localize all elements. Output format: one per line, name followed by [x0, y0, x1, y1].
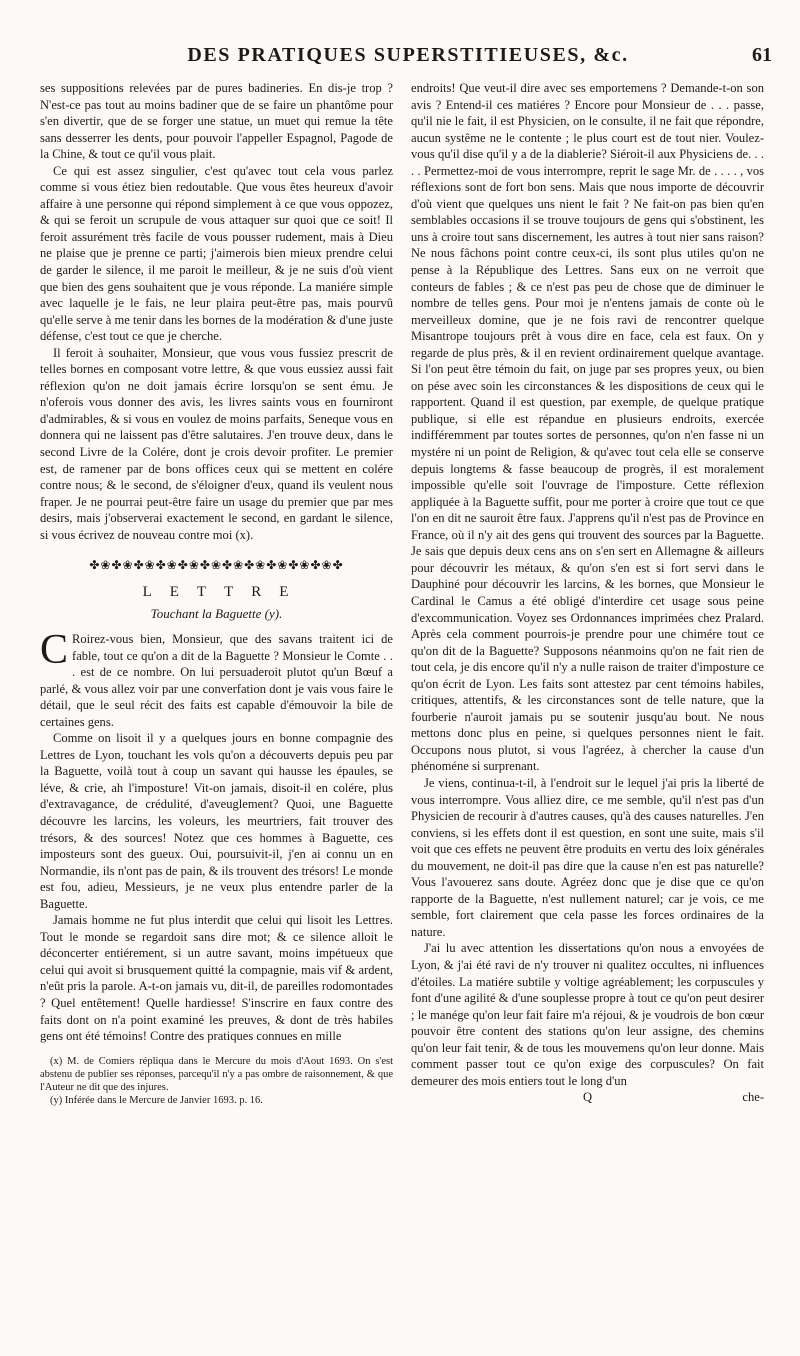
page-footer-line — [411, 1089, 764, 1106]
paragraph — [40, 626, 393, 730]
paragraph: Je viens, continua-t-il, à l'endroit sur le lequel j'ai pris la liberté de vous interrompre. Vous alliez dire, ce me semble, qu'il n'est pas d'un Physicien de recourir à d'autres causes, qu'à des causes naturelles. J'en conviens, si les effets dont il est question, en sont une suite, mais s'il voit que ces effets ne peuvent être produits en vertu des loix générales du mouvement, ne doit-il pas dire que la cause n'en est pas naturelle? Vous l'avouerez sans doute. Agréez donc que je dise que ce qu'on rapporte de la Baguette, n'est nullement naturel; car je vois, ce me semble, fort clairement que cela passe les forces ordinaires de la nature. — [411, 775, 764, 939]
footnote: (x) M. de Comiers répliqua dans le Mercure du mois d'Aout 1693. On s'est abstenu de publier ses réponses, parcequ'il n'y a pas ombre de raisonnement, & que l'Auteur ne dit que des injures. — [40, 1055, 393, 1093]
paragraph: Il feroit à souhaiter, Monsieur, que vous vous fussiez prescrit de telles bornes en composant votre lettre, & que vous eussiez aussi fait réflexion qu'on ne doit jamais écrire lorsqu'on se sent ému. Je n'oferois vous donner des avis, les livres saints vous en fourniront d'admirables, & si vous en voulez de moins parfaits, Seneque vous en donnera qui ne laissent pas d'être salutaires. J'en trouve deux, dans le second Livre de la Colére, dont je crois devoir profiter. Le premier est, de ramener par de bons offices ceux qui se mettent en colére contre nous; & le second, de s'éloigner d'eux, quand ils veulent nous fraper. Je ne pourrai peut-être faire un usage du premier que par mes desirs, mais j'observerai exactement le second, en gardant le silence, si vous écrivez de nouveau contre moi (x). — [40, 345, 393, 542]
paragraph-text: Roirez-vous bien, Monsieur, que des savans traitent ici de fable, tout ce qu'on a dit de la Baguette ? Monsieur le Comte . . . est de ce nombre. On lui persuaderoit plutot qu'un Bœuf a parlé, & vous allez voir par une converfation dont je vais vous faire le détail, que le seul récit des faits est capable d'émouvoir la bile de certaines gens. — [40, 631, 393, 729]
left-column — [40, 80, 393, 1107]
running-title: DES PRATIQUES SUPERSTITIEUSES, &c. — [187, 44, 629, 66]
section-heading: LETTRE — [142, 583, 307, 600]
footnote: (y) Inférée dans le Mercure de Janvier 1693. p. 16. — [50, 1094, 263, 1106]
page-number: 61 — [752, 44, 772, 66]
catchword: che- — [742, 1090, 764, 1105]
paragraph: endroits! Que veut-il dire avec ses emportemens ? Demande-t-on son avis ? Entend-il ces matiéres ? Encore pour Monsieur de . . . passe, qu'il nie le fait, il est Physicien, on le consulte, il ne fait que répondre, aucun systême ne le contente ; le plus court est de tout nier. Voulez-vous qu'il dise qu'il y a de la diablerie? Siéroit-il aux Physiciens de. . . . . Permettez-moi de vous interrompre, reprit le sage Mr. de . . . . , vos réflexions sont de fort bon sens. Mais que nous importe de découvrir d'où vient que quelques uns nient le fait ? Ne fait-on pas bien qu'en semblables occasions il se trouve toujours de gens qui s'obstinent, les uns à croire tout sans discernement, les autres à tout nier sans raison? Ne nous fâchons point contre ceux-ci, ils sont plus utiles qu'on ne pense à la République des Lettres. Sans eux on ne verroit que conteurs de fables ; & ce n'est pas peu de chose que de diminuer le nombre de telles gens. Pour moi je n'entens jamais de conte où le merveilleux domine, que je ne fois ravi de rencontrer quelque Misantrope toujours prêt à vous dire en face, cela est faux. On y regarde de plus près, & il en revient ordinairement quelque avantage. Si l'on peut être témoin du fait, on juge par ses propres yeux, ou bien on pése avec soin les circonstances & les dispositions de ceux qui le rapportent. Quand il est question, par exemple, de quelque pratique publique, si elle est répandue en plusieurs endroits, exercée indifféremment par toutes sortes de personnes, qu'on n'en fasse ni un mystére ni un point de Religion, & qu'avec tout cela elle se conserve depuis longtems & fasse beaucoup de progrès, il est moralement impossible qu'elle soit l'ouvrage de l'imposture. Cette réflexion appliquée à la Baguette suffit, pour me porter à croire que tout ce que l'on en dit ne sauroit être faux. J'apprens qu'il n'est pas de Province en France, où il n'y ait des gens qui trouvent des sources par la Baguette. Je sais que depuis deux cens ans on s'en sert en Allemagne & ailleurs pour découvrir les métaux, & qu'on s'en est si fort servi dans le Dauphiné pour découvrir les larcins, & les bornes, que Monsieur le Cardinal le Camus a été obligé d'interdire cet usage sous peine d'excommunication. Voyez ses Ordonnances imprimées chez Pralard. Après cela comment pourrois-je prendre pour une chimére tout ce qu'on dit de la Baguette? Supposons néanmoins qu'on ne fait rien de tout cela, je dis encore qu'il n'y a nulle raison de traiter d'imposture ce qu'on écrit de Lyon. Les faits sont attestez par cent témoins habiles, critiques, attentifs, & les circonstances sont de telle nature, que la fourberie n'auroit jamais pu se soutenir jusqu'au bout. Ne nous mettons donc plus en peine, si quelques personnes nient le fait. Occupons nous plutot, si vous l'agréez, à chercher la cause d'un phénoméne si surprenant. — [411, 81, 764, 774]
paragraph: Jamais homme ne fut plus interdit que celui qui lisoit les Lettres. Tout le monde se regardoit sans dire mot; & ce silence alloit le déconcerter entiérement, si un autre savant, moins impétueux que celui qui avoit si brusquement quitté la compagnie, mais vif & ardent, n'eût pris la parole. A-t-on jamais vu, dit-il, de pareilles rodomontades ? Quel entêtement! Quelle hardiesse! S'inscrire en faux contre des faits dont on n'a point examiné les preuves, & dont de très habiles gens ont été témoins! Contre des pratiques connues en mille — [40, 913, 393, 1044]
footnotes — [40, 1055, 393, 1107]
ornament-band: ✤❀✤❀✤❀✤❀✤❀✤❀✤❀✤❀✤❀✤❀✤❀✤ — [89, 558, 344, 573]
paragraph: Comme on lisoit il y a quelques jours en bonne compagnie des Lettres de Lyon, touchant les vols qu'on a découverts depuis peu par la Baguette, voilà tout à coup un savant qui hausse les épaules, se léve, & crie, ah l'imposture! Vit-on jamais, disoit-il en colére, plus d'extravagance, de crédulité, d'aveuglement? Quoi, une Baguette découvre les larcins, les voleurs, les meurtriers, fait trouver des trésors, & des sources! Notez que ces hommes à Baguette, ces imposteurs sont des gueux. Oui, poursuivit-il, j'en ai connu un en Normandie, ils n'ont pas de pain, & ils trouvent des trésors! Le monde est fou, adieu, Messieurs, je ne veux plus entendre parler de la Baguette. — [40, 731, 393, 911]
right-column — [411, 80, 764, 1106]
paragraph: ses suppositions relevées par de pures badineries. En dis-je trop ? N'est-ce pas tout au moins badiner que de se faire un phantôme pour s'en divertir, que de se forger une statue, un muet qui remue la tête sans desserrer les dents, pour pouvoir l'appeller Espagnol, Pagode de la Chine, & tout ce qu'il vous plait. — [40, 81, 393, 162]
paragraph: Ce qui est assez singulier, c'est qu'avec tout cela vous parlez comme si vous étiez bien redoutable. Que vous êtes heureux d'avoir affaire à une personne qui répond simplement à ce que vous oppozez, & qui se feroit un scrupule de vous attaquer sur quoi que ce soit! Il feroit assurément très facile de vous pousser rudement, mais à Dieu ne plaise que je prenne ce parti; j'aimerois bien mieux prendre celui de garder le silence, il me paroit le meilleur, & je ne suis d'où vient que bien des gens souhaitent que je vous réponde. La maniére simple avec laquelle je le fais, ne leur plaira peut-être pas, mais pourvû qu'elle serve à me tenir dans les bornes de la modération & d'une juste défense, c'est tout ce que je cherche. — [40, 163, 393, 344]
signature-mark: Q — [582, 1090, 593, 1105]
running-header — [38, 40, 778, 70]
drop-cap: C — [40, 626, 69, 673]
paragraph: J'ai lu avec attention les dissertations qu'on nous a envoyées de Lyon, & j'ai été ravi de n'y trouver ni qualitez occultes, ni influences d'étoiles. La matiére subtile y voltige agréablement; les corpuscules y font d'une agilité & d'une souplesse propre à tout ce qu'on peut desirer ; le manége qu'on leur fait faire m'a réjoui, & je voudrois de bon cœur pouvoir être content des stations qu'on leur assigne, des chemins qu'on leur fait tenir, & de tous les mouvemens qu'on leur donne. Mais comment passer tout ce qu'on exige des corpuscules? On fait demeurer des mois entiers tout le long d'un — [411, 941, 764, 1088]
section-subtitle: Touchant la Baguette (y). — [150, 606, 283, 622]
